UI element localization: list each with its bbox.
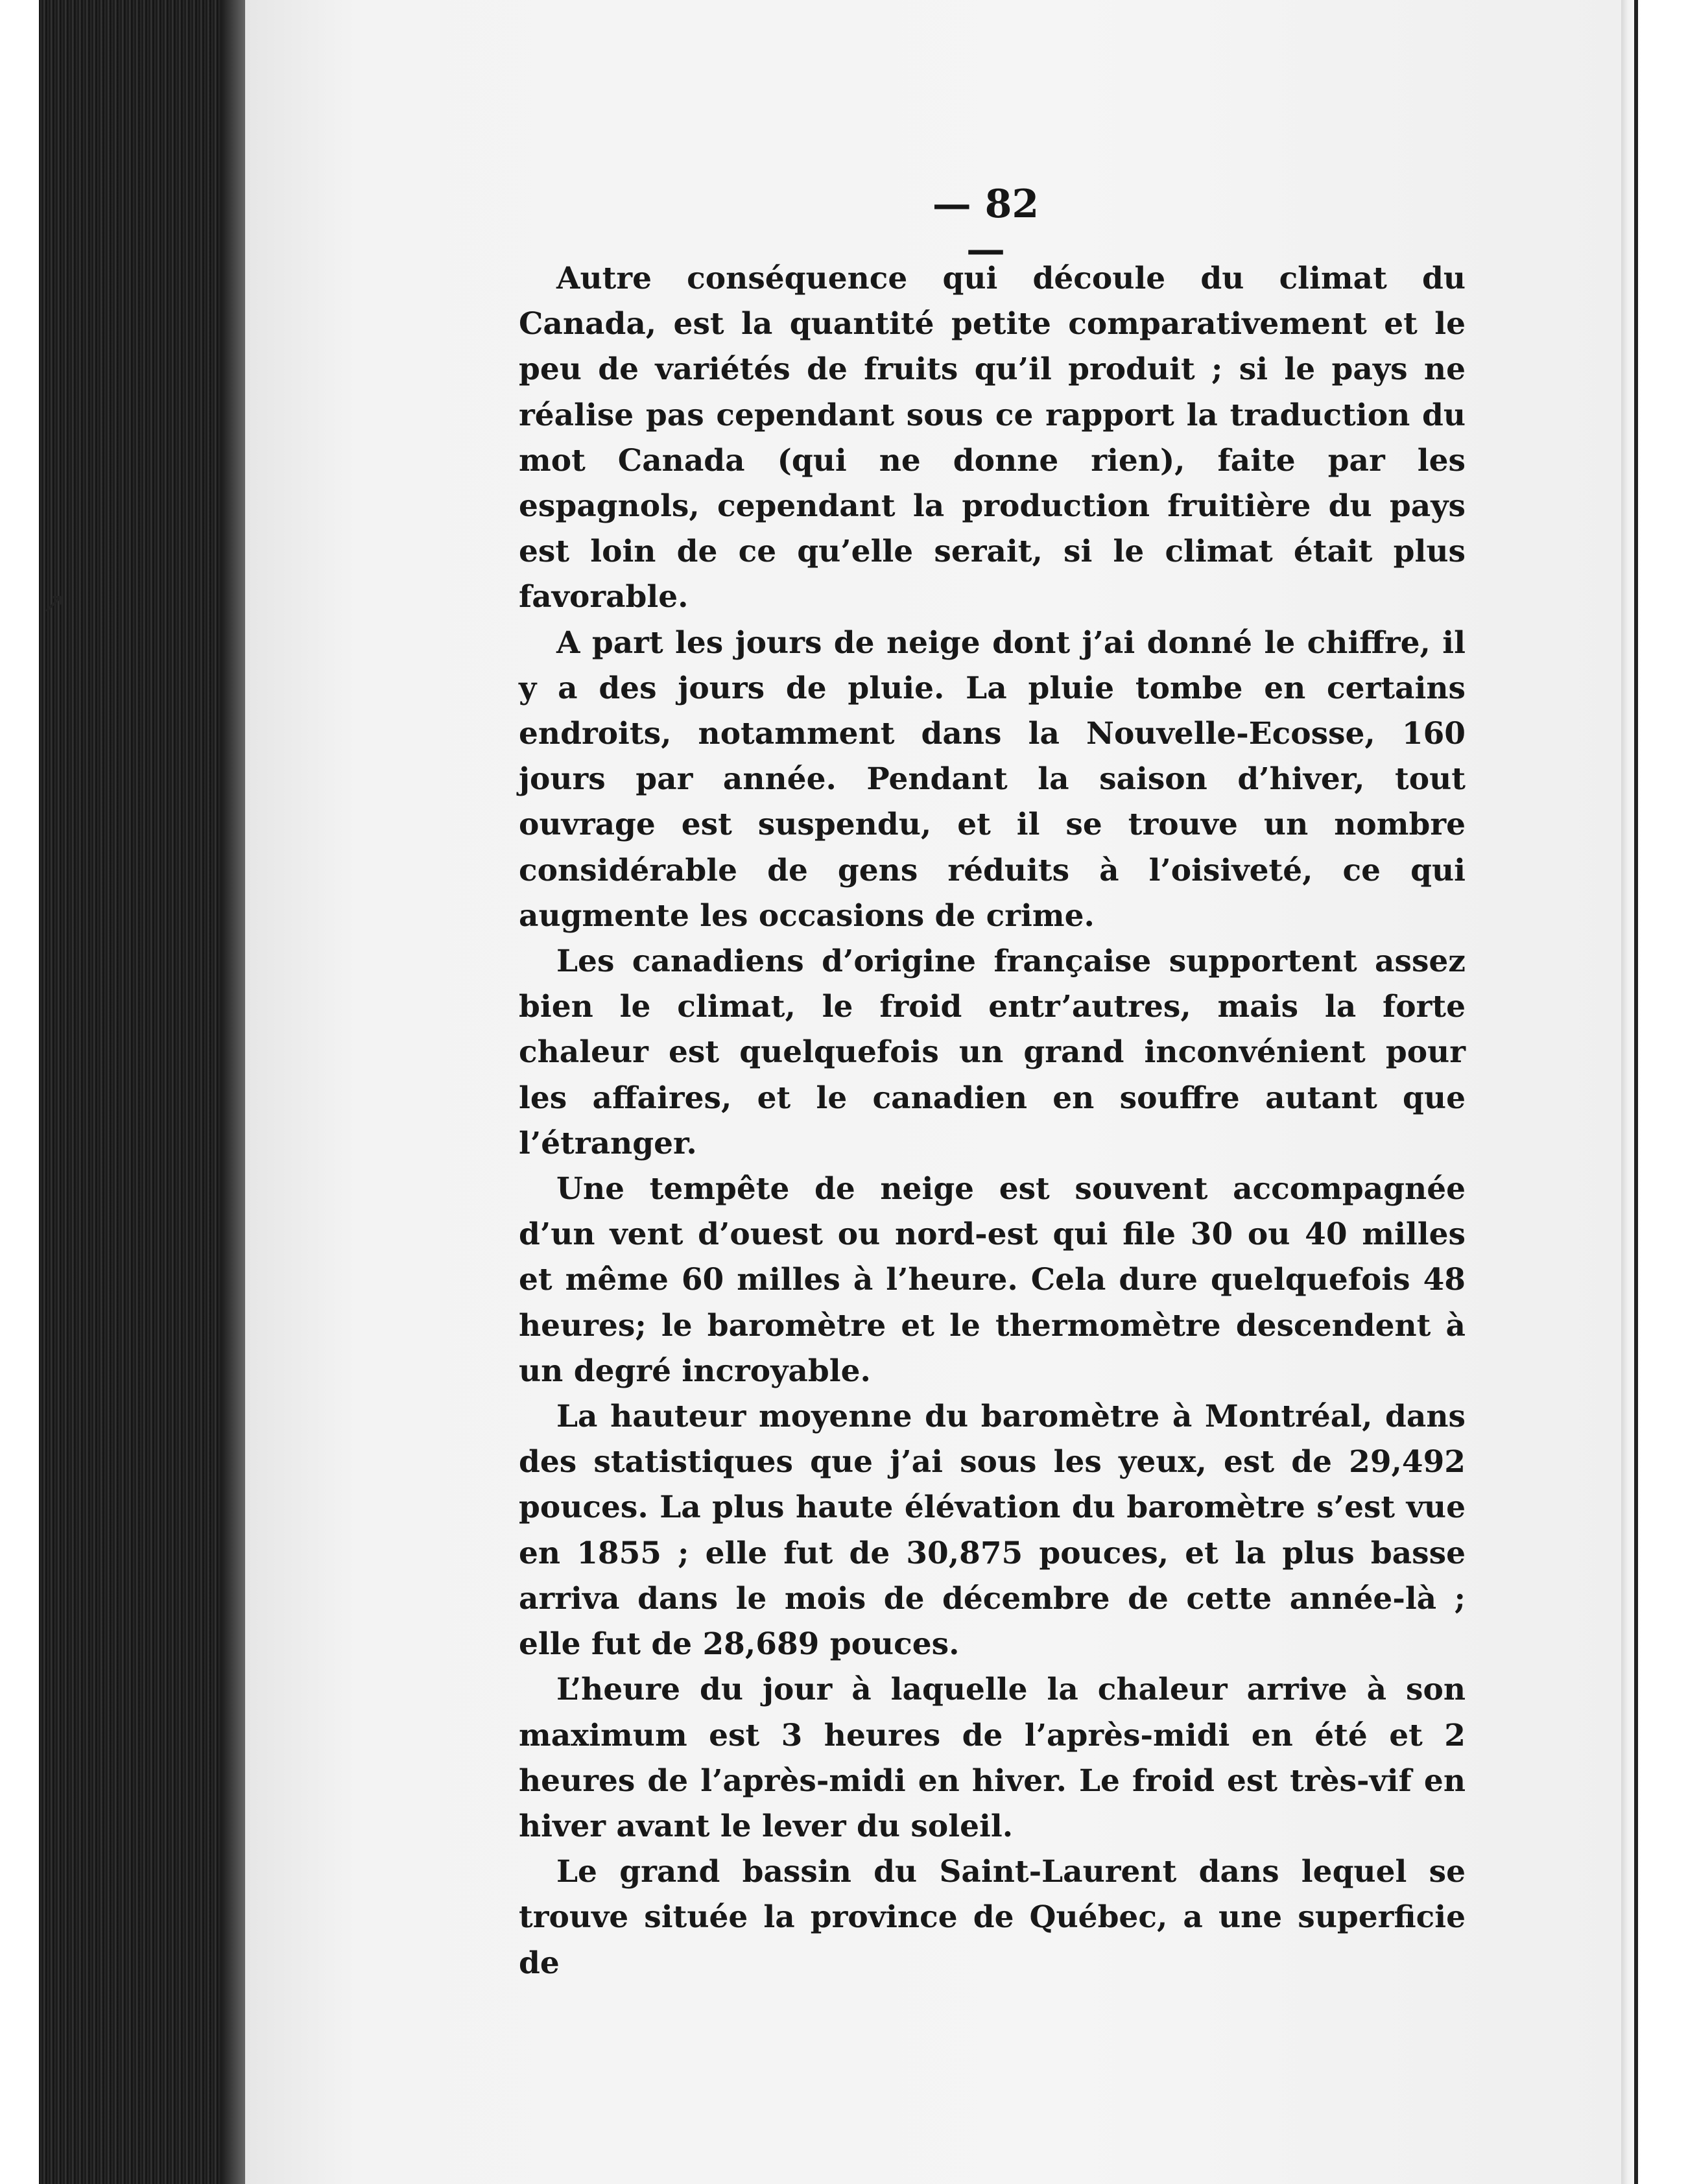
paragraph-6: L’heure du jour à laquelle la chaleur arrive à son maximum est 3 heures de l’après-midi en été et 2 heures de l’après-midi en hiver. Le froid est très-vif en hiver avant le lever du soleil. bbox=[519, 1672, 1466, 1844]
page-number: — 82 — bbox=[932, 182, 1040, 272]
right-edge-line bbox=[1634, 0, 1638, 2184]
paragraph-3: Les canadiens d’origine française supportent assez bien le climat, le froid entr’autres, mais la forte chaleur est quelquefois un grand inconvénient pour les affaires, et le canadien en souffre autant que l’étranger. bbox=[519, 944, 1466, 1161]
paragraph-4: Une tempête de neige est souvent accompagnée d’un vent d’ouest ou nord-est qui file 30 ou 40 milles et même 60 milles à l’heure. Cela dure quelquefois 48 heures; le baromètre et le thermomètre descendent à un degré incroyable. bbox=[519, 1171, 1466, 1389]
body-text bbox=[519, 256, 1466, 1986]
paragraph-7: Le grand bassin du Saint-Laurent dans lequel se trouve située la province de Québec, a une superficie de bbox=[519, 1854, 1466, 1981]
book-page-edges bbox=[39, 0, 246, 2184]
margin-mark: ↗ bbox=[42, 587, 65, 620]
paragraph-1: Autre conséquence qui découle du climat du Canada, est la quantité petite comparativement et le peu de variétés de fruits qu’il produit ; si le pays ne réalise pas cependant sous ce rapport la traduction du mot Canada (qui ne donne rien), faite par les espagnols, cependant la production fruitière du pays est loin de ce qu’elle serait, si le climat était plus favorable. bbox=[519, 261, 1466, 615]
paragraph-2: A part les jours de neige dont j’ai donné le chiffre, il y a des jours de pluie. La pluie tombe en certains endroits, notamment dans la Nouvelle-Ecosse, 160 jours par année. Pendant la saison d’hiver, tout ouvrage est suspendu, et il se trouve un nombre considérable de gens réduits à l’oisiveté, ce qui augmente les occasions de crime. bbox=[519, 624, 1466, 934]
paragraph-5: La hauteur moyenne du baromètre à Montréal, dans des statistiques que j’ai sous les yeux, est de 29,492 pouces. La plus haute élévation du baromètre s’est vue en 1855 ; elle fut de 30,875 pouces, et la plus basse arriva dans le mois de décembre de cette année-là ; elle fut de 28,689 pouces. bbox=[519, 1399, 1466, 1663]
gutter-shadow bbox=[220, 0, 246, 2184]
right-page-margin bbox=[1621, 0, 1699, 2184]
